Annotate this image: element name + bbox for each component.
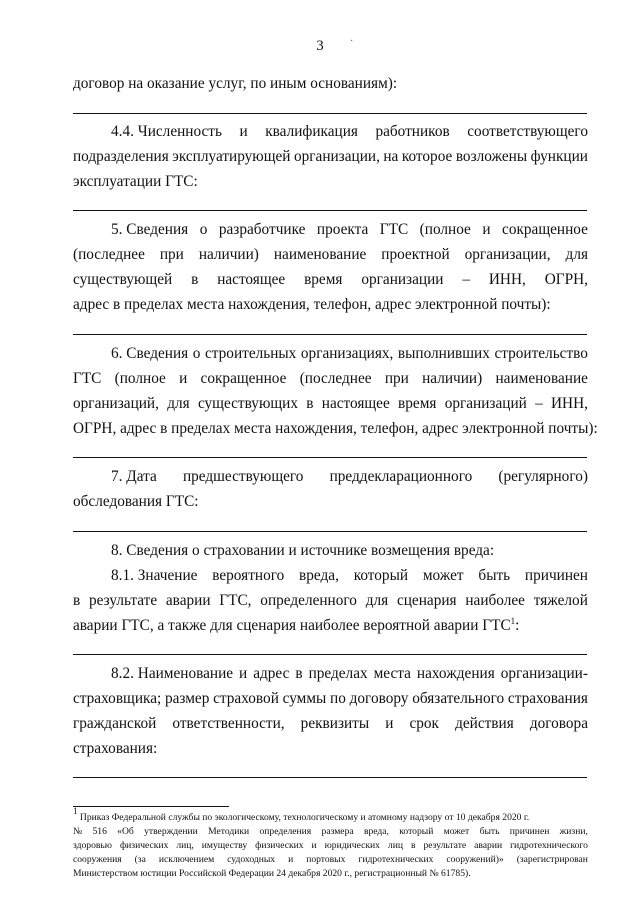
word: исключением	[158, 854, 215, 865]
word: организации,	[293, 148, 380, 165]
footnote-separator	[73, 806, 229, 807]
footnote-line-2	[73, 826, 588, 838]
word: –	[462, 271, 470, 288]
word: и	[482, 221, 491, 238]
word: «Об	[117, 826, 134, 837]
line-8	[111, 345, 588, 363]
word: для	[167, 395, 190, 412]
word: и	[239, 123, 248, 140]
fill-line	[73, 113, 587, 114]
word: (зарегистрирован	[516, 854, 588, 865]
word: сокращенное	[502, 221, 588, 238]
word: суммы	[282, 690, 327, 707]
word: (регулярного)	[498, 468, 588, 485]
word: –	[535, 395, 543, 412]
line-0: договор на оказание услуг, по иным основаниям):	[73, 75, 398, 92]
word: 5. Сведения	[111, 221, 189, 238]
word: 7. Дата	[111, 468, 157, 485]
line-19	[73, 690, 588, 708]
word: нахождения	[416, 665, 495, 682]
word: 8.2. Наименование	[111, 665, 234, 682]
word: настоящее	[321, 395, 390, 412]
line-17	[73, 617, 519, 635]
word: настоящее	[217, 271, 286, 288]
footnote-mark: 1	[73, 806, 78, 816]
word: судоходных	[227, 854, 276, 865]
word: при	[159, 246, 184, 263]
word: размер	[164, 690, 210, 707]
word: при	[384, 370, 409, 387]
word: время	[304, 271, 343, 288]
word: подразделения	[73, 148, 169, 165]
line-9	[73, 370, 588, 388]
word: определения	[259, 826, 312, 837]
word: вреда,	[299, 567, 339, 584]
word: организации,	[464, 246, 551, 263]
word: ГТС,	[219, 592, 252, 609]
line-14: 8. Сведения о страховании и источнике возмещения вреда:	[111, 542, 495, 559]
word: аварии	[165, 592, 211, 609]
word: сокращенное	[200, 370, 287, 387]
word: может	[422, 567, 464, 584]
word: результате	[423, 840, 467, 851]
word: может	[443, 826, 470, 837]
word: жизни,	[559, 826, 588, 837]
word: наиболее	[465, 592, 525, 609]
word: срок	[409, 715, 439, 732]
footnote-line-4	[73, 854, 588, 866]
word: страхования	[507, 690, 588, 707]
word: организации-	[500, 665, 588, 682]
word: 516	[92, 826, 107, 837]
word: сооружения	[73, 854, 122, 865]
word: и	[239, 665, 248, 682]
footnote-line-3	[73, 840, 588, 852]
line-16	[73, 592, 588, 610]
footnote-line-1-text: Приказ Федеральной службы по экологическому, технологическому и атомному надзору от 10 декабря 2020 г.	[79, 812, 530, 823]
word: ответственности,	[172, 715, 285, 732]
fill-line	[73, 777, 587, 778]
word: вероятного	[212, 567, 285, 584]
word: гидротехнического	[510, 840, 588, 851]
word: вреда,	[363, 826, 389, 837]
word: места	[373, 665, 411, 682]
word: страховой	[213, 690, 279, 707]
word: действия	[455, 715, 514, 732]
word: и	[288, 854, 294, 865]
word: для	[565, 246, 588, 263]
word: предшествующего	[182, 468, 304, 485]
word: быть	[479, 826, 500, 837]
word: (за	[134, 854, 146, 865]
word: в	[410, 840, 416, 851]
word: существующей	[73, 271, 173, 288]
word: по	[330, 690, 346, 707]
word: гидротехнических	[358, 854, 434, 865]
word: наименование	[495, 370, 588, 387]
line-12	[111, 468, 588, 486]
fill-line	[73, 457, 587, 458]
word: ГТС	[379, 221, 409, 238]
word: причинен	[509, 826, 550, 837]
word: физических	[255, 840, 304, 851]
footnote-line-1	[73, 806, 530, 824]
footnote-ref: 1	[510, 616, 516, 626]
word: страховщика;	[73, 690, 162, 707]
word: тяжелой	[533, 592, 588, 609]
word: ОГРН,	[544, 271, 588, 288]
fill-line	[73, 531, 587, 532]
word: физических	[119, 840, 169, 851]
word: утверждении	[144, 826, 198, 837]
word: преддекларационного	[329, 468, 473, 485]
word: и	[385, 715, 394, 732]
word: разработчике	[218, 221, 306, 238]
word: о	[199, 221, 208, 238]
word: здоровью	[73, 840, 112, 851]
word: лиц,	[176, 840, 194, 851]
line-10	[73, 395, 588, 413]
word: организаций,	[73, 395, 159, 412]
word: строительных	[204, 345, 297, 362]
line-3: эксплуатации ГТС:	[73, 173, 198, 190]
word: и	[311, 840, 317, 851]
word: для	[365, 592, 389, 609]
line-21: страхования:	[73, 740, 158, 757]
word: наличии)	[198, 246, 259, 263]
word: организаций	[444, 395, 527, 412]
word: в	[191, 271, 199, 288]
word: который	[399, 826, 434, 837]
word: в	[306, 395, 314, 412]
word: имуществу	[201, 840, 248, 851]
word: определенного	[260, 592, 357, 609]
word: проекта	[316, 221, 369, 238]
word: портовых	[306, 854, 346, 865]
word: в	[295, 665, 303, 682]
word: на	[383, 148, 399, 165]
word: проектной	[381, 246, 450, 263]
word: причинен	[524, 567, 588, 584]
word: возложены	[455, 148, 528, 165]
word: работников	[375, 123, 450, 140]
word: сценария	[396, 592, 457, 609]
word: 8.1. Значение	[111, 567, 198, 584]
word: (полное	[114, 370, 166, 387]
fill-line	[73, 210, 587, 211]
word: ГТС	[73, 370, 102, 387]
page-number	[0, 38, 640, 55]
footnote-line-5: Министерством юстиции Российской Федерации 24 декабря 2020 г., регистрационный № 61785).	[73, 868, 471, 879]
line-4	[111, 221, 588, 239]
word: о	[192, 345, 201, 362]
word: 6. Сведения	[111, 345, 189, 362]
word: пределах	[308, 665, 368, 682]
word: и	[179, 370, 188, 387]
word: в	[73, 592, 81, 609]
word: выполнивших	[397, 345, 490, 362]
word: соответствующего	[467, 123, 588, 140]
word: результате	[89, 592, 158, 609]
word: строительство	[494, 345, 588, 362]
word: аварии	[474, 840, 503, 851]
word: (последнее	[299, 370, 372, 387]
word: организации	[361, 271, 444, 288]
page-mark: ·	[350, 36, 354, 47]
word: лиц	[387, 840, 403, 851]
word: 4.4. Численность	[111, 123, 222, 140]
word: №	[73, 826, 83, 837]
word: наименование	[273, 246, 367, 263]
word: сооружений)»	[446, 854, 504, 865]
word: обязательного	[412, 690, 505, 707]
word: (полное	[419, 221, 471, 238]
word: который	[353, 567, 409, 584]
fill-line	[73, 334, 587, 335]
word: Методики	[208, 826, 250, 837]
word: которое	[401, 148, 453, 165]
line-1	[111, 123, 588, 141]
word: адрес	[253, 665, 290, 682]
word: организациях,	[300, 345, 394, 362]
word: наличии)	[422, 370, 483, 387]
word: договора	[529, 715, 588, 732]
word: ИНН,	[488, 271, 526, 288]
word: функции	[530, 148, 588, 165]
word: гражданской	[73, 715, 157, 732]
line-13: обследования ГТС:	[73, 493, 199, 510]
line-2	[73, 148, 588, 166]
line-15	[111, 567, 588, 585]
line-11: ОГРН, адрес в пределах места нахождения, телефон, адрес электронной почты):	[73, 420, 598, 437]
line-17-end: :	[515, 617, 520, 634]
line-18	[111, 665, 588, 683]
word: юридических	[324, 840, 380, 851]
word: ИНН,	[551, 395, 588, 412]
line-20	[73, 715, 588, 733]
line-7: адрес в пределах места нахождения, телефон, адрес электронной почты):	[73, 296, 551, 313]
page-number-text: 3	[316, 38, 324, 54]
word: (последнее	[73, 246, 145, 263]
word: реквизиты	[300, 715, 370, 732]
word: квалификация	[265, 123, 358, 140]
line-17-text: аварии ГТС, а также для сценария наиболее вероятной аварии ГТС	[73, 617, 511, 634]
word: существующих	[197, 395, 298, 412]
word: договору	[349, 690, 409, 707]
word: время	[398, 395, 437, 412]
word: размера	[321, 826, 354, 837]
fill-line	[73, 654, 587, 655]
line-6	[73, 271, 588, 289]
line-5	[73, 246, 588, 264]
word: быть	[478, 567, 511, 584]
word: эксплуатирующей	[172, 148, 291, 165]
